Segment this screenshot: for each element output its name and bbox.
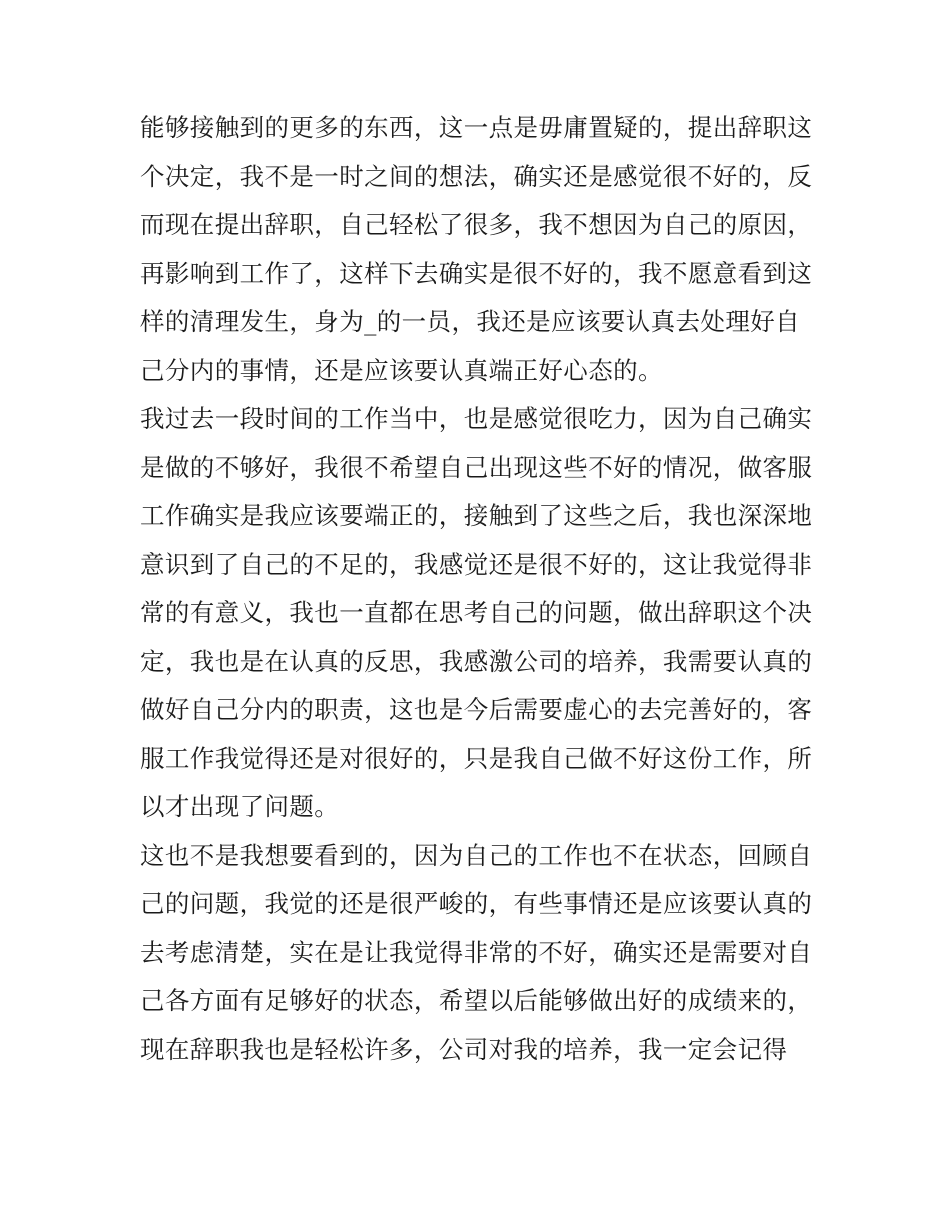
text-line: 再影响到工作了，这样下去确实是很不好的，我不愿意看到这: [140, 258, 813, 288]
text-line: 定，我也是在认真的反思，我感激公司的培养，我需要认真的: [140, 646, 813, 676]
document-body: [140, 104, 820, 1074]
text-line: 这也不是我想要看到的，因为自己的工作也不在状态，回顾自: [140, 840, 813, 870]
text-line: 常的有意义，我也一直都在思考自己的问题，做出辞职这个决: [140, 598, 813, 627]
text-line: 能够接触到的更多的东西，这一点是毋庸置疑的，提出辞职这: [140, 113, 813, 142]
text-line: 意识到了自己的不足的，我感觉还是很不好的，这让我觉得非: [140, 549, 813, 579]
text-line: 是做的不够好，我很不希望自己出现这些不好的情况，做客服: [140, 452, 813, 482]
text-line: 服工作我觉得还是对很好的，只是我自己做不好这份工作，所: [140, 743, 813, 773]
text-line: 己各方面有足够好的状态，希望以后能够做出好的成绩来的，: [140, 986, 813, 1015]
text-line: 我过去一段时间的工作当中，也是感觉很吃力，因为自己确实: [140, 404, 813, 433]
text-line: 个决定，我不是一时之间的想法，确实还是感觉很不好的，反: [140, 161, 813, 191]
paragraph-1: [140, 104, 820, 395]
text-line: 样的清理发生，身为_的一员，我还是应该要认真去处理好自: [140, 307, 801, 336]
paragraph-3: [140, 832, 820, 1075]
text-line: 己的问题，我觉的还是很严峻的，有些事情还是应该要认真的: [140, 889, 813, 918]
text-line: 做好自己分内的职责，这也是今后需要虚心的去完善好的，客: [140, 695, 813, 724]
text-line: 以才出现了问题。: [140, 792, 340, 821]
paragraph-2: [140, 395, 820, 832]
text-line: 现在辞职我也是轻松许多，公司对我的培养，我一定会记得: [140, 1034, 788, 1064]
text-line: 去考虑清楚，实在是让我觉得非常的不好，确实还是需要对自: [140, 937, 813, 967]
text-line: 而现在提出辞职，自己轻松了很多，我不想因为自己的原因，: [140, 210, 813, 239]
text-line: 工作确实是我应该要端正的，接触到了这些之后，我也深深地: [140, 501, 813, 530]
text-line: 己分内的事情，还是应该要认真端正好心态的。: [140, 355, 663, 385]
